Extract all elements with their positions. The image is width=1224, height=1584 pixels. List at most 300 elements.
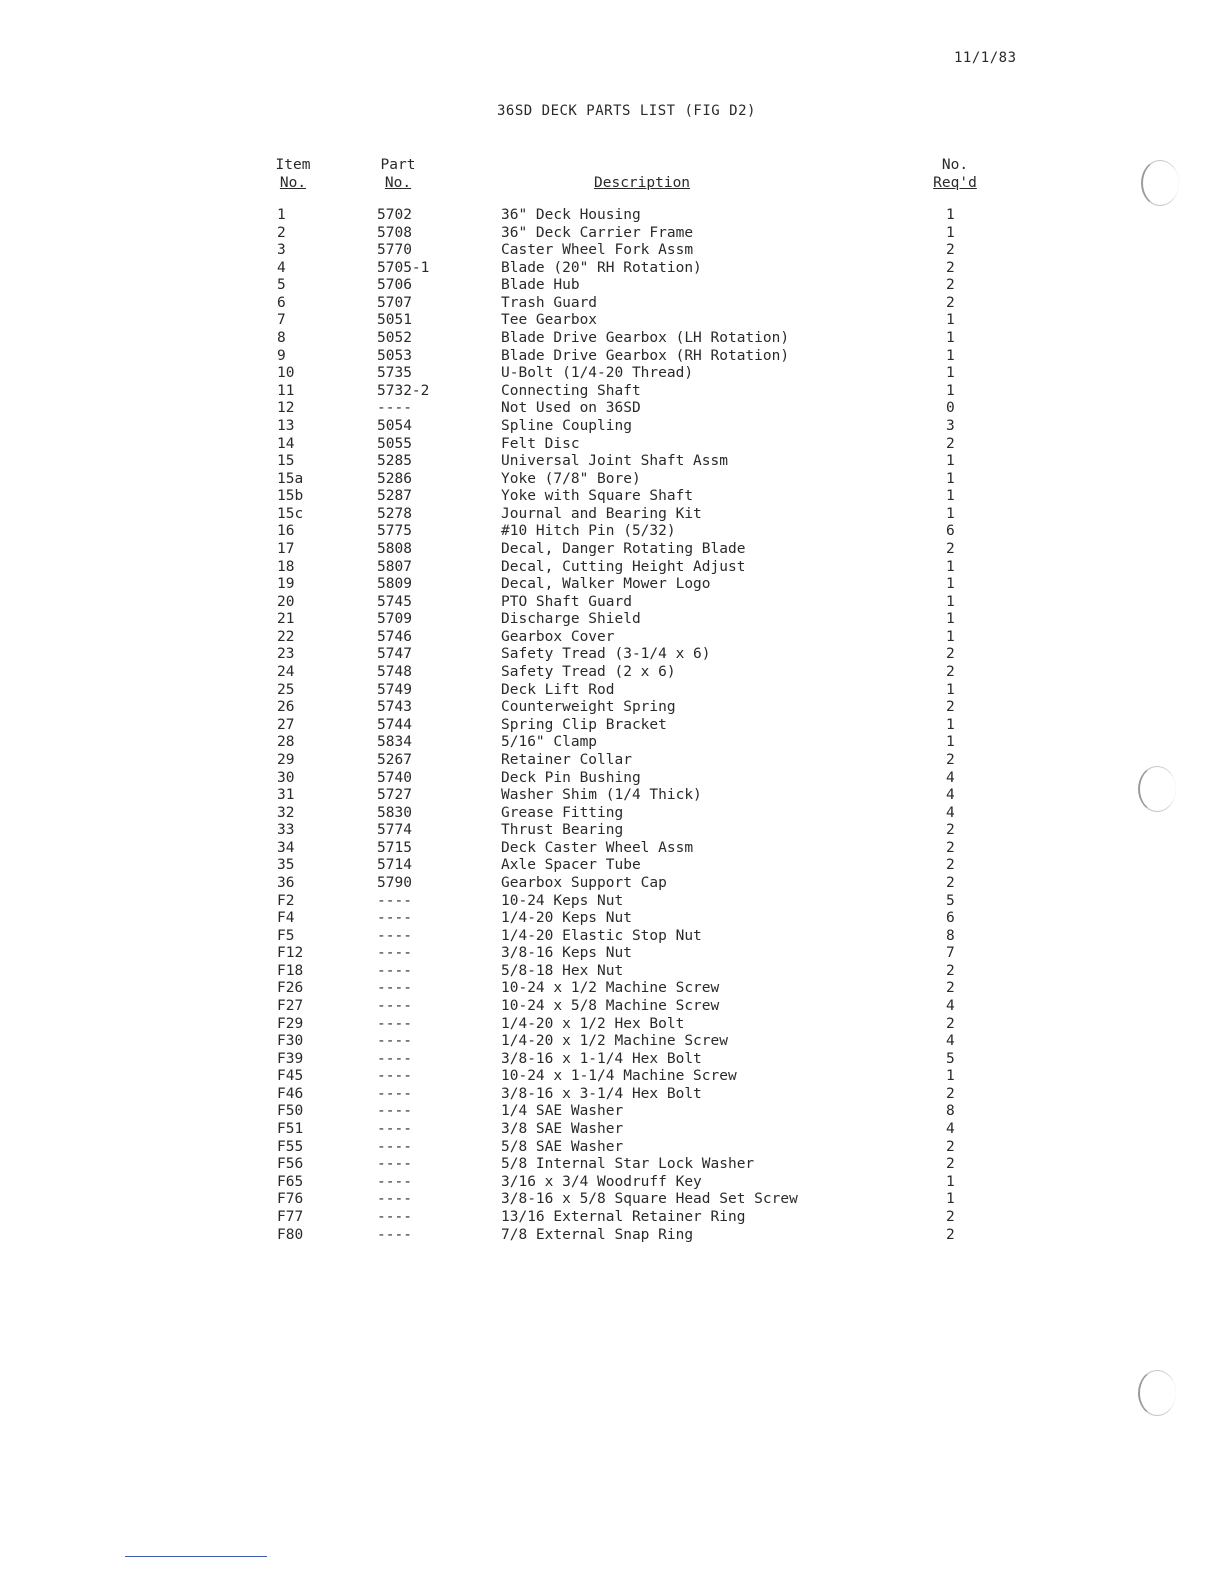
description: U-Bolt (1/4-20 Thread) bbox=[501, 365, 694, 382]
table-row bbox=[0, 1139, 1224, 1157]
description: 7/8 External Snap Ring bbox=[501, 1226, 694, 1243]
table-row bbox=[0, 1191, 1224, 1209]
qty-required: 8 bbox=[946, 1103, 955, 1120]
header-item-line1: Item bbox=[275, 157, 311, 173]
description: Yoke with Square Shaft bbox=[501, 488, 694, 505]
item-no: 26 bbox=[277, 699, 295, 716]
qty-required: 2 bbox=[946, 751, 955, 768]
item-no: 35 bbox=[277, 857, 295, 874]
part-no: 5749 bbox=[377, 681, 412, 698]
item-no: 15c bbox=[277, 505, 304, 522]
description: 1/4 SAE Washer bbox=[501, 1103, 624, 1120]
qty-required: 1 bbox=[946, 347, 955, 364]
header-part-line1: Part bbox=[380, 157, 416, 173]
qty-required: 1 bbox=[946, 593, 955, 610]
table-row bbox=[0, 787, 1224, 805]
description: Counterweight Spring bbox=[501, 699, 676, 716]
description: Yoke (7/8" Bore) bbox=[501, 470, 641, 487]
description: Decal, Walker Mower Logo bbox=[501, 576, 711, 593]
description: Deck Pin Bushing bbox=[501, 769, 641, 786]
header-item-line2: No. bbox=[279, 175, 307, 191]
part-no: 5054 bbox=[377, 417, 412, 434]
part-no: 5715 bbox=[377, 839, 412, 856]
description: 36" Deck Housing bbox=[501, 207, 641, 223]
qty-required: 7 bbox=[946, 945, 955, 962]
qty-required: 4 bbox=[946, 1121, 955, 1138]
qty-required: 1 bbox=[946, 716, 955, 733]
item-no: 19 bbox=[277, 576, 295, 593]
qty-required: 1 bbox=[946, 611, 955, 628]
part-no: 5740 bbox=[377, 769, 412, 786]
item-no: 18 bbox=[277, 558, 295, 575]
table-row bbox=[0, 1086, 1224, 1104]
description: 1/4-20 Elastic Stop Nut bbox=[501, 927, 702, 944]
table-row bbox=[0, 506, 1224, 524]
item-no: 6 bbox=[277, 294, 286, 311]
table-row bbox=[0, 928, 1224, 946]
qty-required: 1 bbox=[946, 330, 955, 347]
part-no: ---- bbox=[377, 927, 412, 944]
table-row bbox=[0, 488, 1224, 506]
table-row bbox=[0, 629, 1224, 647]
table-row bbox=[0, 734, 1224, 752]
qty-required: 1 bbox=[946, 1173, 955, 1190]
item-no: 13 bbox=[277, 417, 295, 434]
description: Safety Tread (3-1/4 x 6) bbox=[501, 646, 711, 663]
item-no: F27 bbox=[277, 998, 304, 1015]
qty-required: 2 bbox=[946, 874, 955, 891]
item-no: F55 bbox=[277, 1138, 304, 1155]
item-no: 14 bbox=[277, 435, 295, 452]
table-row bbox=[0, 576, 1224, 594]
qty-required: 1 bbox=[946, 1191, 955, 1208]
description: Decal, Danger Rotating Blade bbox=[501, 540, 746, 557]
qty-required: 0 bbox=[946, 400, 955, 417]
table-row bbox=[0, 594, 1224, 612]
description: Connecting Shaft bbox=[501, 382, 641, 399]
binder-hole-bottom bbox=[1138, 1370, 1176, 1416]
description: Journal and Bearing Kit bbox=[501, 505, 702, 522]
qty-required: 5 bbox=[946, 1050, 955, 1067]
item-no: 16 bbox=[277, 523, 295, 540]
qty-required: 1 bbox=[946, 382, 955, 399]
part-no: 5709 bbox=[377, 611, 412, 628]
item-no: F46 bbox=[277, 1085, 304, 1102]
qty-required: 4 bbox=[946, 787, 955, 804]
table-row bbox=[0, 523, 1224, 541]
part-no: 5707 bbox=[377, 294, 412, 311]
description: 3/8-16 Keps Nut bbox=[501, 945, 632, 962]
part-no: ---- bbox=[377, 400, 412, 417]
part-no: 5790 bbox=[377, 874, 412, 891]
description: Thrust Bearing bbox=[501, 822, 624, 839]
item-no: F56 bbox=[277, 1156, 304, 1173]
item-no: 12 bbox=[277, 400, 295, 417]
item-no: 11 bbox=[277, 382, 295, 399]
description: 5/8 Internal Star Lock Washer bbox=[501, 1156, 755, 1173]
part-no: 5285 bbox=[377, 453, 412, 470]
item-no: F76 bbox=[277, 1191, 304, 1208]
description: Spring Clip Bracket bbox=[501, 716, 667, 733]
table-row bbox=[0, 1103, 1224, 1121]
item-no: F51 bbox=[277, 1121, 304, 1138]
table-row bbox=[0, 312, 1224, 330]
item-no: 9 bbox=[277, 347, 286, 364]
part-no: 5746 bbox=[377, 628, 412, 645]
description: Deck Caster Wheel Assm bbox=[501, 839, 694, 856]
part-no: ---- bbox=[377, 1121, 412, 1138]
table-row bbox=[0, 1033, 1224, 1051]
table-row bbox=[0, 225, 1224, 243]
item-no: 29 bbox=[277, 751, 295, 768]
table-row bbox=[0, 699, 1224, 717]
description: 1/4-20 Keps Nut bbox=[501, 910, 632, 927]
description: 10-24 x 5/8 Machine Screw bbox=[501, 998, 720, 1015]
table-row bbox=[0, 717, 1224, 735]
table-row bbox=[0, 893, 1224, 911]
table-row bbox=[0, 436, 1224, 454]
item-no: 23 bbox=[277, 646, 295, 663]
table-row bbox=[0, 910, 1224, 928]
table-row bbox=[0, 752, 1224, 770]
description: Deck Lift Rod bbox=[501, 681, 615, 698]
page-title: 36SD DECK PARTS LIST (FIG D2) bbox=[497, 103, 756, 119]
qty-required: 8 bbox=[946, 927, 955, 944]
qty-required: 1 bbox=[946, 312, 955, 329]
part-no: 5052 bbox=[377, 330, 412, 347]
part-no: 5727 bbox=[377, 787, 412, 804]
item-no: F50 bbox=[277, 1103, 304, 1120]
part-no: 5267 bbox=[377, 751, 412, 768]
qty-required: 2 bbox=[946, 242, 955, 259]
qty-required: 2 bbox=[946, 1138, 955, 1155]
item-no: 28 bbox=[277, 734, 295, 751]
table-row bbox=[0, 980, 1224, 998]
qty-required: 1 bbox=[946, 365, 955, 382]
description: PTO Shaft Guard bbox=[501, 593, 632, 610]
item-no: 4 bbox=[277, 259, 286, 276]
item-no: F5 bbox=[277, 927, 295, 944]
description: Grease Fitting bbox=[501, 804, 624, 821]
part-no: ---- bbox=[377, 910, 412, 927]
item-no: 2 bbox=[277, 224, 286, 241]
table-row bbox=[0, 770, 1224, 788]
table-row bbox=[0, 822, 1224, 840]
qty-required: 2 bbox=[946, 1015, 955, 1032]
document-date: 11/1/83 bbox=[954, 50, 1017, 66]
qty-required: 2 bbox=[946, 699, 955, 716]
qty-required: 1 bbox=[946, 505, 955, 522]
part-no: 5743 bbox=[377, 699, 412, 716]
description: 10-24 x 1/2 Machine Screw bbox=[501, 980, 720, 997]
qty-required: 2 bbox=[946, 962, 955, 979]
table-row bbox=[0, 1174, 1224, 1192]
qty-required: 2 bbox=[946, 1226, 955, 1243]
parts-list bbox=[0, 207, 1224, 1244]
table-row bbox=[0, 365, 1224, 383]
description: Blade (20" RH Rotation) bbox=[501, 259, 702, 276]
table-row bbox=[0, 646, 1224, 664]
qty-required: 2 bbox=[946, 980, 955, 997]
part-no: ---- bbox=[377, 1033, 412, 1050]
table-row bbox=[0, 875, 1224, 893]
qty-required: 1 bbox=[946, 628, 955, 645]
qty-required: 2 bbox=[946, 664, 955, 681]
item-no: F80 bbox=[277, 1226, 304, 1243]
description: Retainer Collar bbox=[501, 751, 632, 768]
qty-required: 4 bbox=[946, 769, 955, 786]
qty-required: 2 bbox=[946, 259, 955, 276]
item-no: 20 bbox=[277, 593, 295, 610]
item-no: F30 bbox=[277, 1033, 304, 1050]
description: Felt Disc bbox=[501, 435, 580, 452]
description: Trash Guard bbox=[501, 294, 598, 311]
qty-required: 1 bbox=[946, 734, 955, 751]
part-no: ---- bbox=[377, 962, 412, 979]
part-no: 5705-1 bbox=[377, 259, 430, 276]
part-no: ---- bbox=[377, 998, 412, 1015]
table-row bbox=[0, 840, 1224, 858]
item-no: F77 bbox=[277, 1208, 304, 1225]
description: #10 Hitch Pin (5/32) bbox=[501, 523, 676, 540]
header-part-no bbox=[378, 156, 418, 192]
table-row bbox=[0, 945, 1224, 963]
table-row bbox=[0, 348, 1224, 366]
description: 5/16" Clamp bbox=[501, 734, 598, 751]
qty-required: 1 bbox=[946, 488, 955, 505]
item-no: 17 bbox=[277, 540, 295, 557]
qty-required: 2 bbox=[946, 839, 955, 856]
part-no: 5774 bbox=[377, 822, 412, 839]
qty-required: 2 bbox=[946, 646, 955, 663]
item-no: F2 bbox=[277, 892, 295, 909]
qty-required: 3 bbox=[946, 417, 955, 434]
part-no: ---- bbox=[377, 1068, 412, 1085]
part-no: ---- bbox=[377, 1050, 412, 1067]
part-no: 5278 bbox=[377, 505, 412, 522]
part-no: 5732-2 bbox=[377, 382, 430, 399]
description: Discharge Shield bbox=[501, 611, 641, 628]
item-no: F12 bbox=[277, 945, 304, 962]
table-row bbox=[0, 400, 1224, 418]
description: Washer Shim (1/4 Thick) bbox=[501, 787, 702, 804]
table-row bbox=[0, 1051, 1224, 1069]
item-no: 15b bbox=[277, 488, 304, 505]
header-req-line1: No. bbox=[941, 157, 969, 173]
table-row bbox=[0, 805, 1224, 823]
binder-hole-middle bbox=[1138, 766, 1176, 812]
qty-required: 2 bbox=[946, 294, 955, 311]
qty-required: 2 bbox=[946, 857, 955, 874]
part-no: 5055 bbox=[377, 435, 412, 452]
description: 5/8 SAE Washer bbox=[501, 1138, 624, 1155]
description: 36" Deck Carrier Frame bbox=[501, 224, 694, 241]
table-row bbox=[0, 383, 1224, 401]
table-row bbox=[0, 1121, 1224, 1139]
qty-required: 6 bbox=[946, 523, 955, 540]
table-row bbox=[0, 1068, 1224, 1086]
description: Blade Hub bbox=[501, 277, 580, 294]
part-no: ---- bbox=[377, 892, 412, 909]
part-no: 5747 bbox=[377, 646, 412, 663]
part-no: 5708 bbox=[377, 224, 412, 241]
footer-rule bbox=[125, 1556, 267, 1557]
part-no: 5809 bbox=[377, 576, 412, 593]
table-row bbox=[0, 682, 1224, 700]
qty-required: 1 bbox=[946, 224, 955, 241]
part-no: 5702 bbox=[377, 207, 412, 223]
part-no: ---- bbox=[377, 980, 412, 997]
qty-required: 2 bbox=[946, 1156, 955, 1173]
table-row bbox=[0, 453, 1224, 471]
qty-required: 1 bbox=[946, 453, 955, 470]
item-no: 10 bbox=[277, 365, 295, 382]
part-no: ---- bbox=[377, 1138, 412, 1155]
header-part-line2: No. bbox=[384, 175, 412, 191]
part-no: 5808 bbox=[377, 540, 412, 557]
part-no: ---- bbox=[377, 1085, 412, 1102]
qty-required: 1 bbox=[946, 576, 955, 593]
part-no: 5834 bbox=[377, 734, 412, 751]
item-no: 32 bbox=[277, 804, 295, 821]
binder-hole-top bbox=[1141, 160, 1179, 206]
qty-required: 2 bbox=[946, 435, 955, 452]
qty-required: 1 bbox=[946, 1068, 955, 1085]
item-no: 1 bbox=[277, 207, 286, 223]
table-row bbox=[0, 559, 1224, 577]
item-no: 3 bbox=[277, 242, 286, 259]
part-no: 5748 bbox=[377, 664, 412, 681]
item-no: 25 bbox=[277, 681, 295, 698]
item-no: 15 bbox=[277, 453, 295, 470]
table-row bbox=[0, 260, 1224, 278]
item-no: F39 bbox=[277, 1050, 304, 1067]
item-no: 24 bbox=[277, 664, 295, 681]
table-row bbox=[0, 471, 1224, 489]
part-no: 5286 bbox=[377, 470, 412, 487]
qty-required: 1 bbox=[946, 207, 955, 223]
description: 10-24 x 1-1/4 Machine Screw bbox=[501, 1068, 737, 1085]
table-row bbox=[0, 330, 1224, 348]
description: 10-24 Keps Nut bbox=[501, 892, 624, 909]
qty-required: 5 bbox=[946, 892, 955, 909]
part-no: 5051 bbox=[377, 312, 412, 329]
table-row bbox=[0, 1156, 1224, 1174]
part-no: 5706 bbox=[377, 277, 412, 294]
part-no: 5807 bbox=[377, 558, 412, 575]
item-no: 15a bbox=[277, 470, 304, 487]
header-no-reqd bbox=[930, 156, 980, 192]
table-row bbox=[0, 998, 1224, 1016]
description: Spline Coupling bbox=[501, 417, 632, 434]
part-no: 5745 bbox=[377, 593, 412, 610]
part-no: ---- bbox=[377, 1173, 412, 1190]
qty-required: 4 bbox=[946, 804, 955, 821]
part-no: 5287 bbox=[377, 488, 412, 505]
part-no: 5714 bbox=[377, 857, 412, 874]
part-no: 5830 bbox=[377, 804, 412, 821]
item-no: F4 bbox=[277, 910, 295, 927]
part-no: 5770 bbox=[377, 242, 412, 259]
part-no: ---- bbox=[377, 1015, 412, 1032]
item-no: 5 bbox=[277, 277, 286, 294]
qty-required: 2 bbox=[946, 822, 955, 839]
description: 13/16 External Retainer Ring bbox=[501, 1208, 746, 1225]
qty-required: 1 bbox=[946, 470, 955, 487]
item-no: 31 bbox=[277, 787, 295, 804]
table-row bbox=[0, 1227, 1224, 1245]
item-no: 8 bbox=[277, 330, 286, 347]
description: 3/16 x 3/4 Woodruff Key bbox=[501, 1173, 702, 1190]
item-no: 33 bbox=[277, 822, 295, 839]
description: 5/8-18 Hex Nut bbox=[501, 962, 624, 979]
description: Gearbox Cover bbox=[501, 628, 615, 645]
description: Gearbox Support Cap bbox=[501, 874, 667, 891]
table-row bbox=[0, 418, 1224, 436]
header-item-no bbox=[271, 156, 315, 192]
qty-required: 2 bbox=[946, 1085, 955, 1102]
table-row bbox=[0, 1209, 1224, 1227]
description: Blade Drive Gearbox (RH Rotation) bbox=[501, 347, 790, 364]
part-no: ---- bbox=[377, 1208, 412, 1225]
description: Not Used on 36SD bbox=[501, 400, 641, 417]
item-no: F18 bbox=[277, 962, 304, 979]
description: Safety Tread (2 x 6) bbox=[501, 664, 676, 681]
table-row bbox=[0, 541, 1224, 559]
qty-required: 2 bbox=[946, 540, 955, 557]
item-no: F45 bbox=[277, 1068, 304, 1085]
part-no: 5775 bbox=[377, 523, 412, 540]
description: 1/4-20 x 1/2 Machine Screw bbox=[501, 1033, 728, 1050]
qty-required: 1 bbox=[946, 558, 955, 575]
item-no: 34 bbox=[277, 839, 295, 856]
item-no: 21 bbox=[277, 611, 295, 628]
item-no: 22 bbox=[277, 628, 295, 645]
table-row bbox=[0, 611, 1224, 629]
qty-required: 1 bbox=[946, 681, 955, 698]
part-no: ---- bbox=[377, 945, 412, 962]
qty-required: 2 bbox=[946, 1208, 955, 1225]
qty-required: 6 bbox=[946, 910, 955, 927]
description: Decal, Cutting Height Adjust bbox=[501, 558, 746, 575]
table-row bbox=[0, 664, 1224, 682]
part-no: ---- bbox=[377, 1191, 412, 1208]
qty-required: 4 bbox=[946, 1033, 955, 1050]
description: 1/4-20 x 1/2 Hex Bolt bbox=[501, 1015, 685, 1032]
table-row bbox=[0, 963, 1224, 981]
table-row bbox=[0, 277, 1224, 295]
part-no: 5735 bbox=[377, 365, 412, 382]
qty-required: 2 bbox=[946, 277, 955, 294]
description: 3/8-16 x 1-1/4 Hex Bolt bbox=[501, 1050, 702, 1067]
description: Universal Joint Shaft Assm bbox=[501, 453, 728, 470]
description: Tee Gearbox bbox=[501, 312, 598, 329]
table-row bbox=[0, 295, 1224, 313]
item-no: 30 bbox=[277, 769, 295, 786]
description: Caster Wheel Fork Assm bbox=[501, 242, 694, 259]
item-no: F29 bbox=[277, 1015, 304, 1032]
description: Blade Drive Gearbox (LH Rotation) bbox=[501, 330, 790, 347]
part-no: ---- bbox=[377, 1226, 412, 1243]
part-no: 5053 bbox=[377, 347, 412, 364]
header-description: Description bbox=[594, 175, 691, 191]
part-no: 5744 bbox=[377, 716, 412, 733]
part-no: ---- bbox=[377, 1103, 412, 1120]
description: 3/8 SAE Washer bbox=[501, 1121, 624, 1138]
table-row bbox=[0, 242, 1224, 260]
qty-required: 4 bbox=[946, 998, 955, 1015]
description: 3/8-16 x 3-1/4 Hex Bolt bbox=[501, 1085, 702, 1102]
